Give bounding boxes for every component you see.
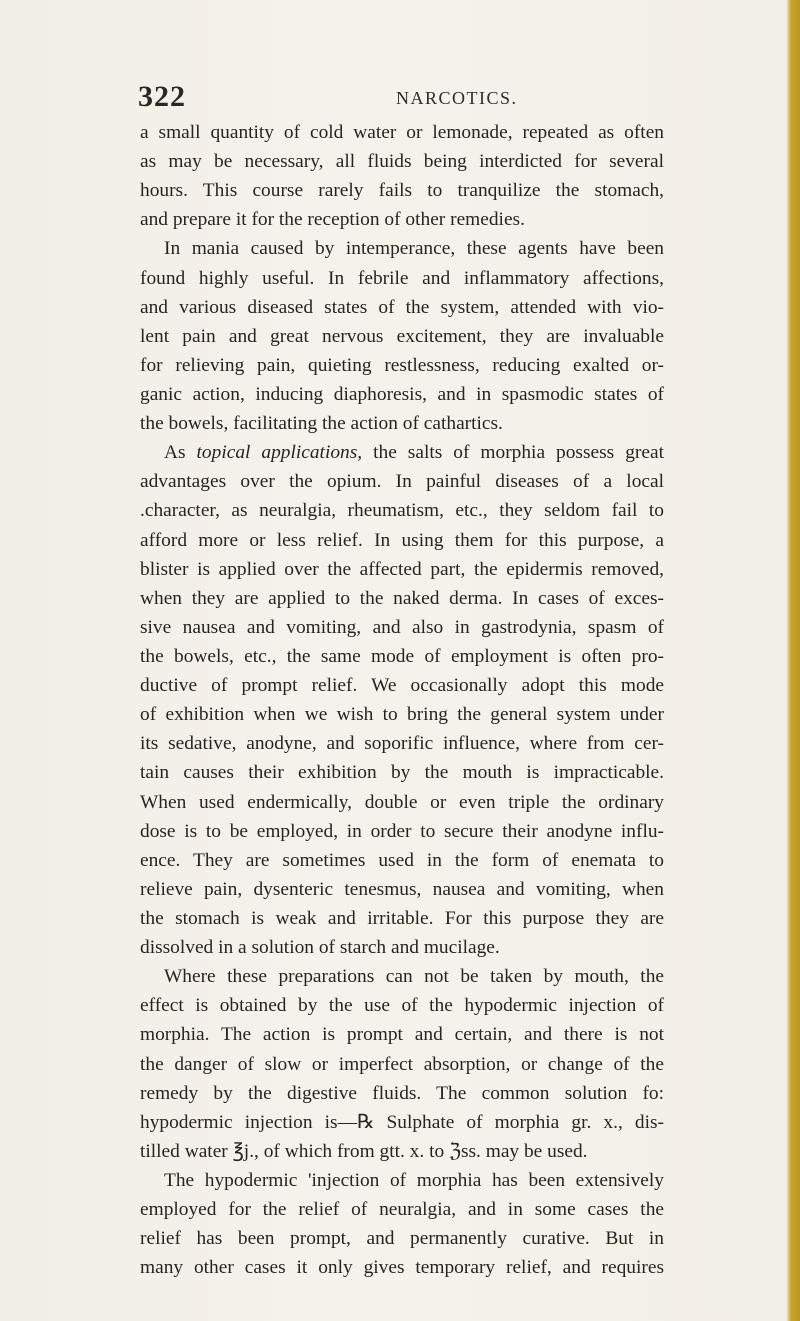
body-text [140,118,664,1282]
text-line: for relieving pain, quieting restlessness, reducing exalted or- [140,354,664,376]
text-line: lent pain and great nervous excitement, they are invaluable [140,325,664,347]
text-line: When used endermically, double or even triple the ordinary [140,791,664,813]
text-line: when they are applied to the naked derma. In cases of exces- [140,587,664,609]
page-number: 322 [138,80,186,113]
text-line: blister is applied over the affected part, the epidermis removed, [140,558,664,580]
text-line: ductive of prompt relief. We occasionally adopt this mode [140,675,664,697]
text-line: sive nausea and vomiting, and also in gastrodynia, spasm of [140,616,664,638]
text-line: advantages over the opium. In painful diseases of a local [140,471,664,493]
text-line: its sedative, anodyne, and soporific influence, where from cer- [140,733,664,755]
text-line: many other cases it only gives temporary relief, and requires [140,1257,664,1279]
text-line: As topical applications, the salts of morphia possess great [164,442,664,464]
text-line: the danger of slow or imperfect absorption, or change of the [140,1053,664,1075]
text-line: hours. This course rarely fails to tranquilize the stomach, [140,180,664,202]
text-line: remedy by the digestive fluids. The common solution fo: [140,1082,664,1104]
text-line: dissolved in a solution of starch and mucilage. [140,937,500,959]
text-line: the stomach is weak and irritable. For this purpose they are [140,907,664,929]
text-line: In mania caused by intemperance, these agents have been [164,238,664,260]
text-line: Where these preparations can not be taken by mouth, the [164,966,664,988]
text-line: The hypodermic 'injection of morphia has been extensively [164,1169,664,1191]
text-line: tilled water ℥j., of which from gtt. x. to ℨss. may be used. [140,1140,588,1162]
text-line: tain causes their exhibition by the mouth is impracticable. [140,762,664,784]
text-line: ganic action, inducing diaphoresis, and in spasmodic states of [140,383,664,405]
text-line: of exhibition when we wish to bring the general system under [140,704,664,726]
text-line: a small quantity of cold water or lemonade, repeated as often [140,122,664,143]
text-line: as may be necessary, all fluids being interdicted for several [140,151,664,173]
text-line: ence. They are sometimes used in the form of enemata to [140,849,664,871]
text-line: and prepare it for the reception of other remedies. [140,209,525,231]
running-title: NARCOTICS. [396,88,518,108]
text-line: hypodermic injection is—℞ Sulphate of morphia gr. x., dis- [140,1111,664,1133]
text-line: the bowels, facilitating the action of cathartics. [140,413,503,435]
running-head [138,80,662,120]
text-line: employed for the relief of neuralgia, and in some cases the [140,1199,664,1221]
text-line: relief has been prompt, and permanently curative. But in [140,1228,664,1250]
text-line: effect is obtained by the use of the hypodermic injection of [140,995,664,1017]
text-line: the bowels, etc., the same mode of employment is often pro- [140,645,664,667]
text-line: .character, as neuralgia, rheumatism, etc., they seldom fail to [140,500,664,522]
text-line: found highly useful. In febrile and inflammatory affections, [140,267,664,289]
text-line: relieve pain, dysenteric tenesmus, nausea and vomiting, when [140,878,664,900]
text-line: morphia. The action is prompt and certain, and there is not [140,1024,664,1046]
text-line: and various diseased states of the system, attended with vio- [140,296,664,318]
text-line: afford more or less relief. In using them for this purpose, a [140,529,664,551]
text-line: dose is to be employed, in order to secure their anodyne influ- [140,820,664,842]
page-edge-shadow [786,0,800,1321]
